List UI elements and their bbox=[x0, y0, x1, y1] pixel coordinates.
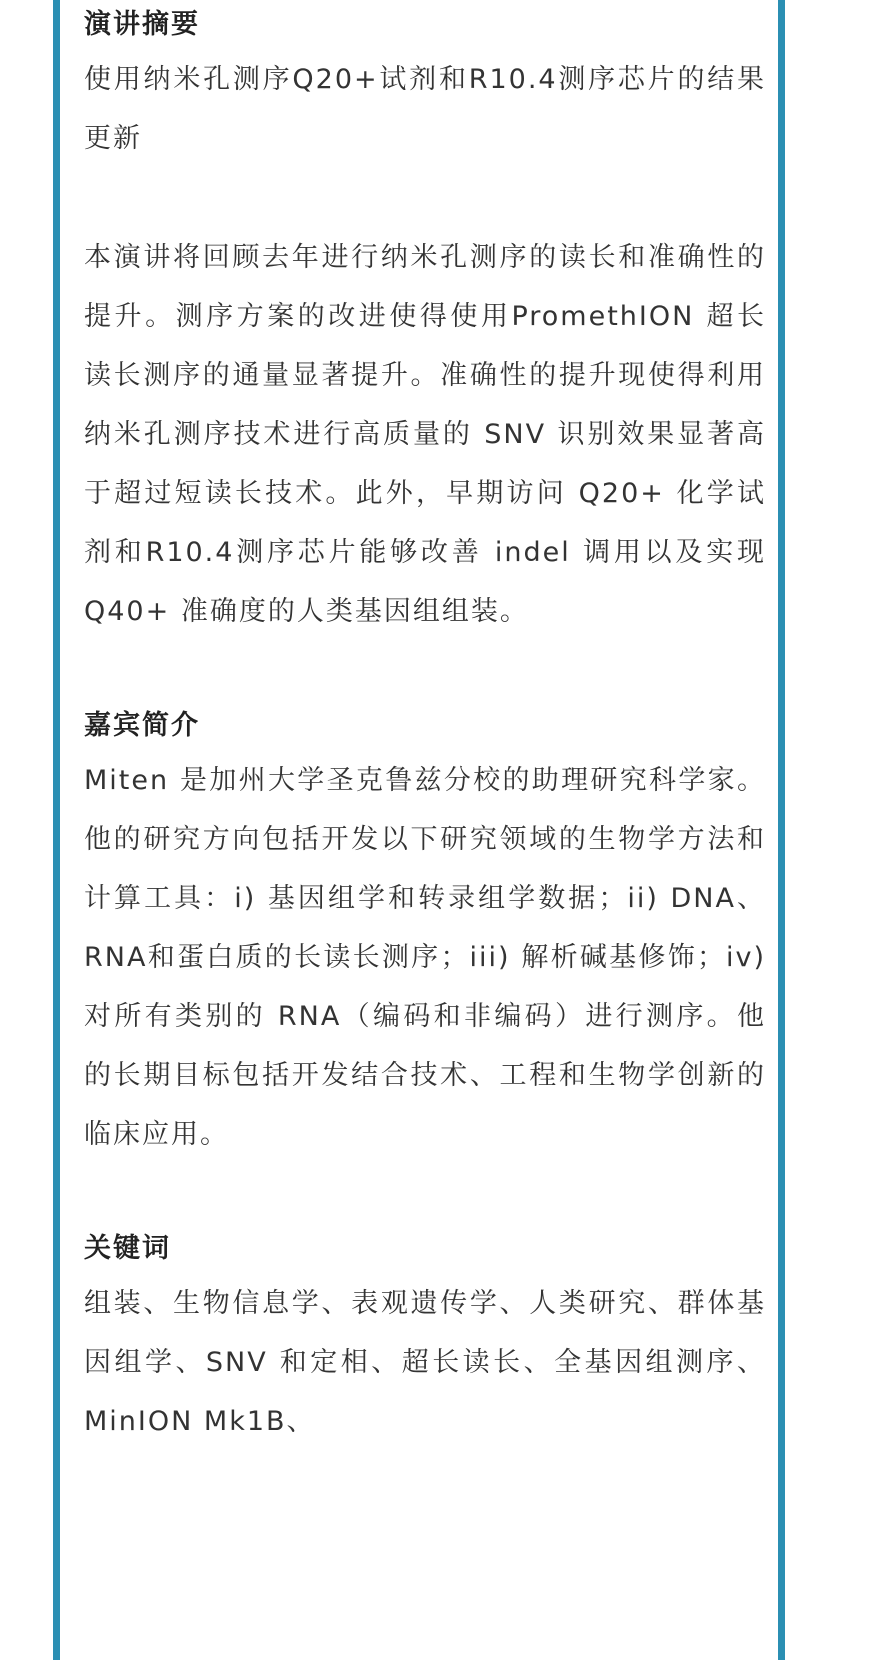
keywords-heading: 关键词 bbox=[84, 1233, 171, 1264]
bio-body: Miten 是加州大学圣克鲁兹分校的助理研究科学家。他的研究方向包括开发以下研究领域的生物学方法和计算工具：i) 基因组学和转录组学数据；ii) DNA、RNA和蛋白质的长读长测序；iii) 解析碱基修饰；iv) 对所有类别的 RNA（编码和非编码）进行测序。他的长期目标包括开发结合技术、工程和生物学创新的临床应用。 bbox=[84, 765, 766, 1150]
abstract-title: 使用纳米孔测序Q20+试剂和R10.4测序芯片的结果更新 bbox=[84, 64, 766, 154]
article-content bbox=[84, 0, 766, 1451]
spacer bbox=[84, 1164, 766, 1224]
abstract-heading: 演讲摘要 bbox=[84, 9, 200, 40]
spacer bbox=[84, 168, 766, 228]
spacer bbox=[84, 641, 766, 701]
keywords-body: 组装、生物信息学、表观遗传学、人类研究、群体基因组学、SNV 和定相、超长读长、全基因组测序、MinION Mk1B、 bbox=[84, 1288, 766, 1437]
bio-heading: 嘉宾简介 bbox=[84, 710, 200, 741]
abstract-body: 本演讲将回顾去年进行纳米孔测序的读长和准确性的提升。测序方案的改进使得使用PromethION 超长读长测序的通量显著提升。准确性的提升现使得利用纳米孔测序技术进行高质量的 SNV 识别效果显著高于超过短读长技术。此外，早期访问 Q20+ 化学试剂和R10.4测序芯片能够改善 indel 调用以及实现 Q40+ 准确度的人类基因组组装。 bbox=[84, 242, 766, 627]
